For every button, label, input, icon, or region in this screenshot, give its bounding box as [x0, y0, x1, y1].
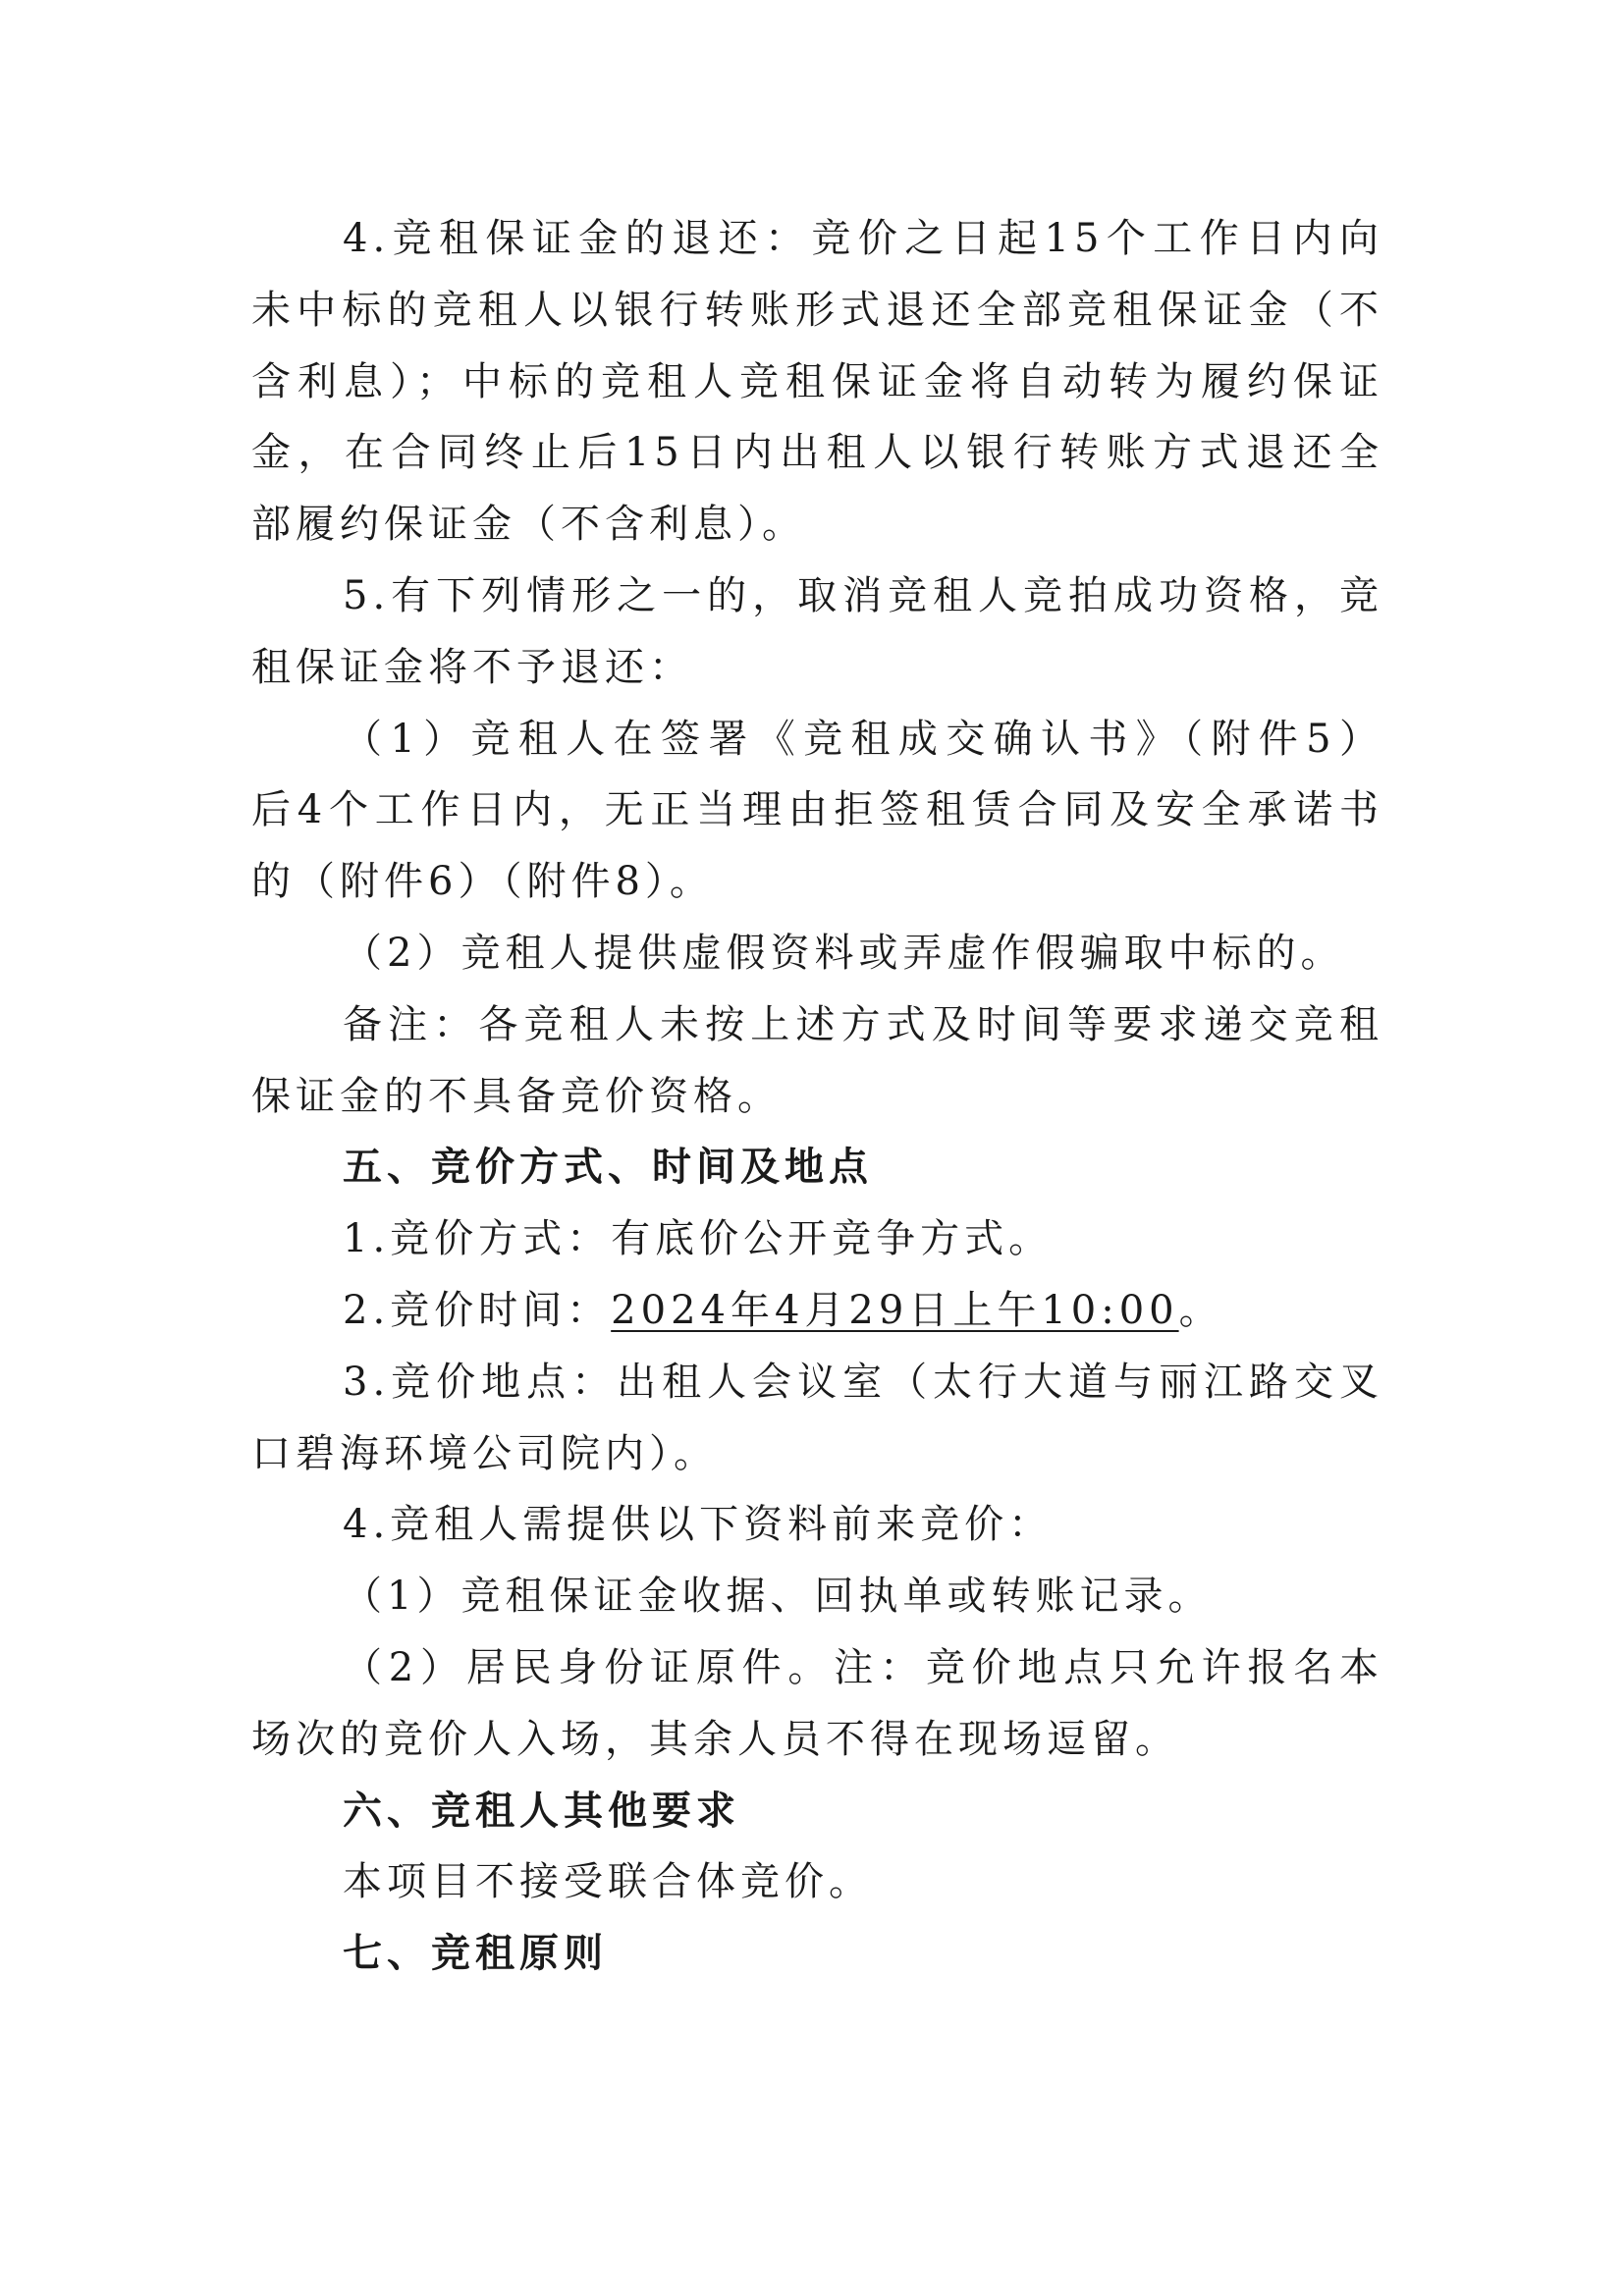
note-line: 备注：各竞租人未按上述方式及时间等要求递交竞租 [343, 1001, 1383, 1047]
bidding-method: 1.竞价方式：有底价公开竞争方式。 [343, 1216, 1054, 1262]
section-body: 本项目不接受联合体竞价。 [343, 1859, 873, 1905]
section-heading: 六、竞租人其他要求 [343, 1788, 740, 1834]
bidding-location-line: 口碧海环境公司院内）。 [251, 1430, 718, 1476]
forfeiture-intro-line: 租保证金将不予退还： [251, 644, 693, 690]
deposit-refund-line: 部履约保证金（不含利息）。 [251, 502, 806, 548]
bidding-time-value: 2024年4月29日上午10:00 [611, 1287, 1179, 1333]
document-page [251, 203, 1383, 1990]
materials-intro: 4.竞租人需提供以下资料前来竞价： [343, 1502, 1054, 1548]
forfeiture-intro-line: 5.有下列情形之一的，取消竞租人竞拍成功资格，竞 [343, 572, 1383, 618]
section-heading: 七、竞租原则 [343, 1931, 608, 1977]
deposit-refund-line: 未中标的竞租人以银行转账形式退还全部竞租保证金（不 [251, 287, 1383, 333]
forfeiture-item-1-line: （1）竞租人在签署《竞租成交确认书》（附件5） [343, 716, 1383, 762]
deposit-refund-line: 金，在合同终止后15日内出租人以银行转账方式退还全 [251, 430, 1383, 476]
forfeiture-item-1-line: 后4个工作日内，无正当理由拒签租赁合同及安全承诺书 [251, 787, 1383, 833]
note-line: 保证金的不具备竞价资格。 [251, 1073, 782, 1119]
forfeiture-item-1-line: 的（附件6）（附件8）。 [251, 859, 714, 905]
bidding-time [251, 1275, 1383, 1347]
bidding-time-label: 2.竞价时间： [343, 1287, 612, 1333]
material-item-2-line: 场次的竞价人入场，其余人员不得在现场逗留。 [251, 1716, 1179, 1762]
forfeiture-item-2: （2）竞租人提供虚假资料或弄虚作假骗取中标的。 [343, 930, 1345, 976]
bidding-location-line: 3.竞价地点：出租人会议室（太行大道与丽江路交叉 [343, 1359, 1383, 1405]
bidding-time-suffix: 。 [1178, 1287, 1223, 1333]
material-item-1: （1）竞租保证金收据、回执单或转账记录。 [343, 1574, 1213, 1620]
deposit-refund-line: 4.竞租保证金的退还：竞价之日起15个工作日内向 [343, 216, 1383, 261]
deposit-refund-line: 含利息）；中标的竞租人竞租保证金将自动转为履约保证 [251, 358, 1383, 404]
section-heading: 五、竞价方式、时间及地点 [343, 1145, 873, 1191]
material-item-2-line: （2）居民身份证原件。注：竞价地点只允许报名本 [343, 1644, 1383, 1690]
